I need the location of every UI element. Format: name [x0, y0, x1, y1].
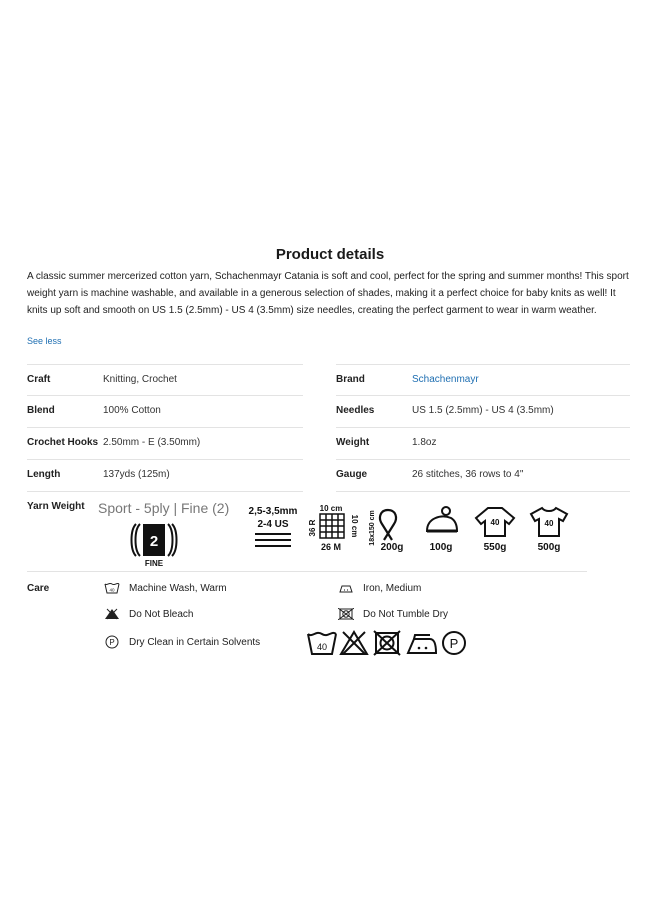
- hat-weight-label: 100g: [429, 542, 453, 553]
- scarf-icon: [366, 502, 408, 554]
- detail-value-needles: US 1.5 (2.5mm) - US 4 (3.5mm): [412, 405, 554, 416]
- divider: [336, 395, 630, 396]
- dry-clean-large-letter: P: [449, 636, 459, 651]
- detail-label-craft: Craft: [27, 374, 51, 385]
- detail-value-weight: 1.8oz: [412, 437, 437, 448]
- needle-size-icon: [241, 503, 305, 553]
- gauge-rows-label: 36 R: [308, 519, 317, 537]
- sweater-weight-label: 550g: [483, 542, 507, 553]
- tshirt-size-label: 40: [544, 519, 554, 528]
- gauge-height-label: 10 cm: [350, 514, 359, 538]
- no-tumble-dry-icon: [338, 608, 354, 620]
- detail-value-length: 137yds (125m): [103, 469, 170, 480]
- care-text: Iron, Medium: [363, 582, 422, 594]
- gauge-grid-icon: [307, 502, 367, 554]
- no-bleach-icon: [104, 608, 120, 620]
- detail-value-brand[interactable]: Schachenmayr: [412, 374, 479, 385]
- detail-label-crochet-hooks: Crochet Hooks: [27, 437, 99, 448]
- detail-value-gauge: 26 stitches, 36 rows to 4": [412, 469, 524, 480]
- care-text: Machine Wash, Warm: [129, 582, 227, 594]
- dry-clean-letter: P: [109, 638, 115, 647]
- care-item-no-tumble-dry: [338, 608, 448, 620]
- dry-clean-icon: [104, 635, 120, 649]
- divider: [27, 459, 303, 460]
- divider: [27, 491, 303, 492]
- care-text: Do Not Tumble Dry: [363, 608, 449, 620]
- divider: [27, 571, 587, 572]
- detail-value-crochet-hooks: 2.50mm - E (3.50mm): [103, 437, 201, 448]
- care-item-no-bleach: [104, 608, 193, 620]
- divider: [27, 395, 303, 396]
- detail-label-brand: Brand: [336, 374, 365, 385]
- iron-icon: [338, 582, 354, 594]
- scarf-size-label: 18x150 cm: [369, 510, 376, 546]
- no-bleach-large-icon: [341, 632, 367, 654]
- sweater-icon: [474, 504, 516, 554]
- wash-temp-text: 40: [109, 587, 115, 593]
- yarn-weight-number: 2: [149, 533, 159, 550]
- iron-dot: [425, 647, 428, 650]
- detail-label-length: Length: [27, 469, 61, 480]
- care-item-dry-clean: [104, 635, 260, 649]
- tshirt-icon: [528, 504, 570, 554]
- divider: [336, 427, 630, 428]
- detail-label-yarn-weight: Yarn Weight: [27, 501, 85, 512]
- care-item-machine-wash: [104, 582, 227, 594]
- care-text: Do Not Bleach: [129, 608, 194, 620]
- product-details-title: Product details: [275, 246, 385, 263]
- product-description: A classic summer mercerized cotton yarn, Schachenmayr Catania is soft and cool, perfect for the spring and summer months! This sport weight yarn is machine washable, and available in a generous selection of shades, making it a perfect choice for baby knits as well! It knits up soft and smooth on US 1.5 (2.5mm) - US 4 (3.5mm) size needles, creating the perfect garment to wear in warm weather.: [27, 271, 629, 316]
- care-symbols-strip: [306, 628, 468, 658]
- needle-size-mm: 2,5-3,5mm: [248, 506, 298, 517]
- sweater-size-label: 40: [490, 518, 500, 527]
- care-text: Dry Clean in Certain Solvents: [129, 636, 261, 648]
- divider: [27, 427, 303, 428]
- yarn-weight-caption: FINE: [144, 559, 164, 568]
- gauge-width-label: 10 cm: [319, 504, 343, 513]
- hat-icon: [421, 504, 461, 554]
- divider: [336, 459, 630, 460]
- needle-size-us: 2-4 US: [257, 519, 289, 530]
- detail-label-needles: Needles: [336, 405, 375, 416]
- divider: [336, 364, 630, 365]
- detail-label-weight: Weight: [336, 437, 370, 448]
- detail-value-craft: Knitting, Crochet: [103, 374, 177, 385]
- iron-large-icon: [408, 635, 436, 653]
- detail-label-blend: Blend: [27, 405, 55, 416]
- detail-label-gauge: Gauge: [336, 469, 368, 480]
- care-item-iron: [338, 582, 421, 594]
- detail-label-care: Care: [27, 583, 50, 594]
- scarf-weight-label: 200g: [380, 542, 404, 553]
- tshirt-weight-label: 500g: [537, 542, 561, 553]
- wash-40-text: 40: [316, 642, 328, 652]
- detail-value-blend: 100% Cotton: [103, 405, 161, 416]
- wash-icon: [104, 582, 120, 594]
- iron-dot: [418, 647, 421, 650]
- yarn-weight-fine-icon: [126, 518, 182, 568]
- gauge-length-label: 26 M: [320, 542, 342, 552]
- see-less-link[interactable]: See less: [27, 336, 62, 346]
- yarn-weight-value: Sport - 5ply | Fine (2): [98, 500, 230, 516]
- no-tumble-dry-large-icon: [374, 631, 400, 655]
- divider: [27, 364, 303, 365]
- divider: [336, 491, 630, 492]
